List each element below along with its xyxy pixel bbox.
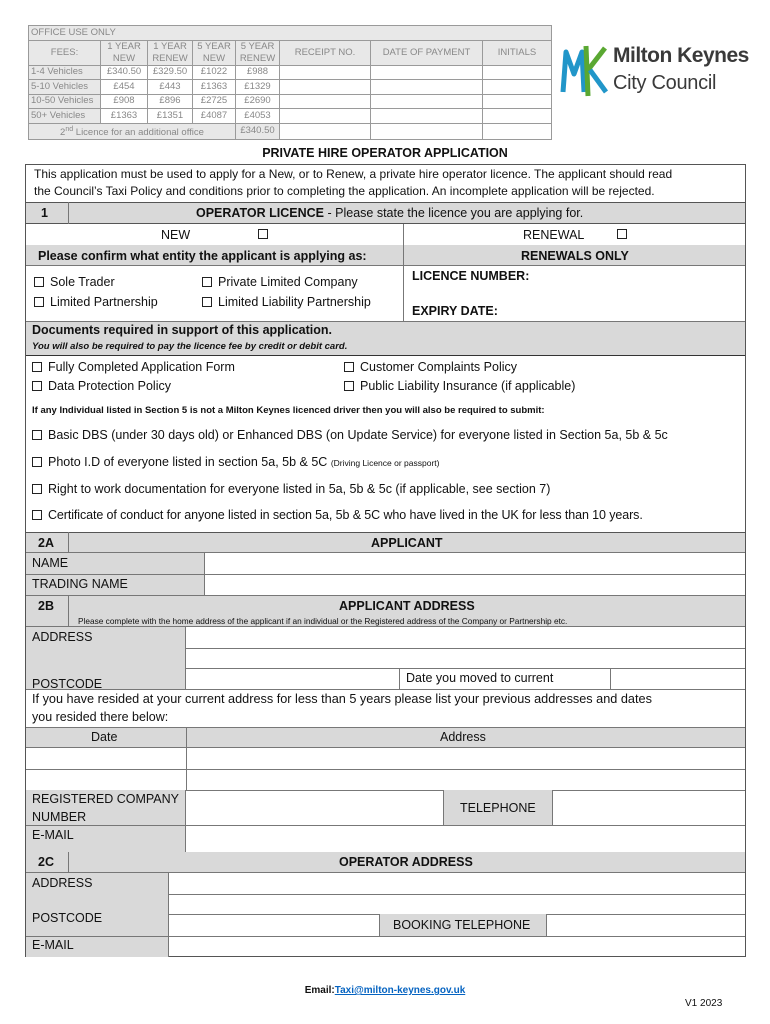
address-column-header: Address [440,730,486,744]
reg-company-label-2: NUMBER [32,810,87,824]
section-2b-note: Please complete with the home address of the applicant if an individual or the Registered address of the Company or Partnership etc. [78,616,568,626]
section-2a-heading: APPLICANT [371,536,443,550]
col-5yr-new: 5 YEAR NEW [193,40,236,65]
doc-data-protection[interactable]: Data Protection Policy [32,379,171,393]
documents-heading: Documents required in support of this application. [32,323,333,337]
table-row [29,123,552,139]
version-label: V1 2023 [685,998,723,1009]
section-2c-heading: OPERATOR ADDRESS [339,855,473,869]
office-use-table [28,25,552,140]
email-label: E-MAIL [32,828,74,842]
second-licence-value: £340.50 [236,123,280,139]
col-initials: INITIALS [483,40,552,65]
renewal-label: RENEWAL [523,228,585,242]
previous-address-input-2[interactable] [187,770,744,789]
address-input[interactable] [187,628,744,668]
licence-number-label: LICENCE NUMBER: [412,269,530,283]
previous-date-input-1[interactable] [27,749,185,768]
date-column-header: Date [91,730,118,744]
col-5yr-renew: 5 YEAR RENEW [236,40,280,65]
doc-liability-insurance[interactable]: Public Liability Insurance (if applicable) [344,379,575,393]
extra-dbs[interactable]: Basic DBS (under 30 days old) or Enhanced DBS (on Update Service) for everyone listed in Section 5a, 5b & 5c [32,428,668,442]
date-moved-label: Date you moved to current [406,671,554,685]
application-form [25,164,746,957]
new-label: NEW [161,228,191,242]
extra-heading: If any Individual listed in Section 5 is not a Milton Keynes licenced driver then you will also be required to submit: [32,405,545,416]
operator-email-input[interactable] [170,937,744,956]
table-row: 1-4 Vehicles £340.50 £329.50 £1022 £988 [29,65,552,80]
email-link[interactable]: Taxi@milton-keynes.gov.uk [334,985,466,996]
footer-email: Email:Taxi@milton-keynes.gov.uk [304,985,466,996]
section-1-number: 1 [41,206,48,220]
table-row: 5-10 Vehicles £454 £443 £1363 £1329 [29,80,552,95]
resided-line-2: you resided there below: [32,710,169,724]
entity-question: Please confirm what entity the applicant is applying as: [38,249,367,263]
col-1yr-renew: 1 YEAR RENEW [148,40,193,65]
section-2c-number: 2C [38,855,54,869]
operator-postcode-input[interactable] [170,915,378,935]
intro-line-2: the Council’s Taxi Policy and conditions prior to completing the application. An incomplete application will be rejected. [34,184,655,198]
trading-name-label: TRADING NAME [32,577,128,591]
documents-note: You will also be required to pay the licence fee by credit or debit card. [32,341,348,352]
fees-label: FEES: [29,40,101,65]
resided-line-1: If you have resided at your current address for less than 5 years please list your previous addresses and dates [32,692,652,706]
date-moved-input[interactable] [611,669,744,688]
intro-line-1: This application must be used to apply for a New, or to Renew, a private hire operator licence. The applicant should read [34,167,673,181]
postcode-label: POSTCODE [32,677,103,691]
reg-company-label-1: REGISTERED COMPANY [32,792,180,806]
extra-right-to-work[interactable]: Right to work documentation for everyone listed in 5a, 5b & 5c (if applicable, see section 7) [32,482,550,496]
expiry-date-label: EXPIRY DATE: [412,304,498,318]
logo-line2: City Council [613,72,717,94]
operator-postcode-label: POSTCODE [32,911,103,925]
extra-photo-id[interactable]: Photo I.D of everyone listed in section 5a, 5b & 5C (Driving Licence or passport) [32,455,439,469]
section-1-heading: OPERATOR LICENCE - Please state the licence you are applying for. [196,206,584,220]
telephone-input[interactable] [554,791,744,825]
entity-limited-partnership[interactable]: Limited Partnership [34,295,158,309]
doc-application-form[interactable]: Fully Completed Application Form [32,360,235,374]
email-input[interactable] [187,826,744,851]
previous-date-input-2[interactable] [27,770,185,789]
new-checkbox[interactable] [258,229,268,239]
booking-telephone-input[interactable] [548,915,744,935]
col-receipt: RECEIPT NO. [280,40,371,65]
name-input[interactable] [206,554,744,573]
previous-address-input-1[interactable] [187,749,744,768]
renewals-only-label: RENEWALS ONLY [521,249,629,263]
telephone-label: TELEPHONE [460,801,536,815]
table-row: 50+ Vehicles £1363 £1351 £4087 £4053 [29,109,552,124]
postcode-input[interactable] [187,669,398,688]
operator-email-label: E-MAIL [32,938,74,952]
section-2b-number: 2B [38,599,54,613]
second-licence-label: 2nd Licence for an additional office [29,123,236,139]
booking-telephone-label: BOOKING TELEPHONE [393,918,531,932]
section-2b-heading: APPLICANT ADDRESS [339,599,475,613]
section-2a-number: 2A [38,536,54,550]
operator-address-label: ADDRESS [32,876,93,890]
entity-private-limited[interactable]: Private Limited Company [202,275,358,289]
name-label: NAME [32,556,69,570]
mk-logo-icon [560,40,610,102]
page-title: PRIVATE HIRE OPERATOR APPLICATION [262,146,508,160]
table-row: 10-50 Vehicles £908 £896 £2725 £2690 [29,94,552,109]
office-use-title: OFFICE USE ONLY [29,26,552,41]
doc-complaints-policy[interactable]: Customer Complaints Policy [344,360,517,374]
address-label: ADDRESS [32,630,93,644]
trading-name-input[interactable] [206,575,744,594]
entity-sole-trader[interactable]: Sole Trader [34,275,115,289]
extra-conduct-cert[interactable]: Certificate of conduct for anyone listed in section 5a, 5b & 5C who have lived in the UK for less than 10 years. [32,508,643,522]
logo-line1: Milton Keynes [613,44,749,67]
renewal-checkbox[interactable] [617,229,627,239]
entity-llp[interactable]: Limited Liability Partnership [202,295,371,309]
col-date-payment: DATE OF PAYMENT [371,40,483,65]
council-logo [560,40,755,102]
reg-company-input[interactable] [187,791,442,825]
col-1yr-new: 1 YEAR NEW [101,40,148,65]
